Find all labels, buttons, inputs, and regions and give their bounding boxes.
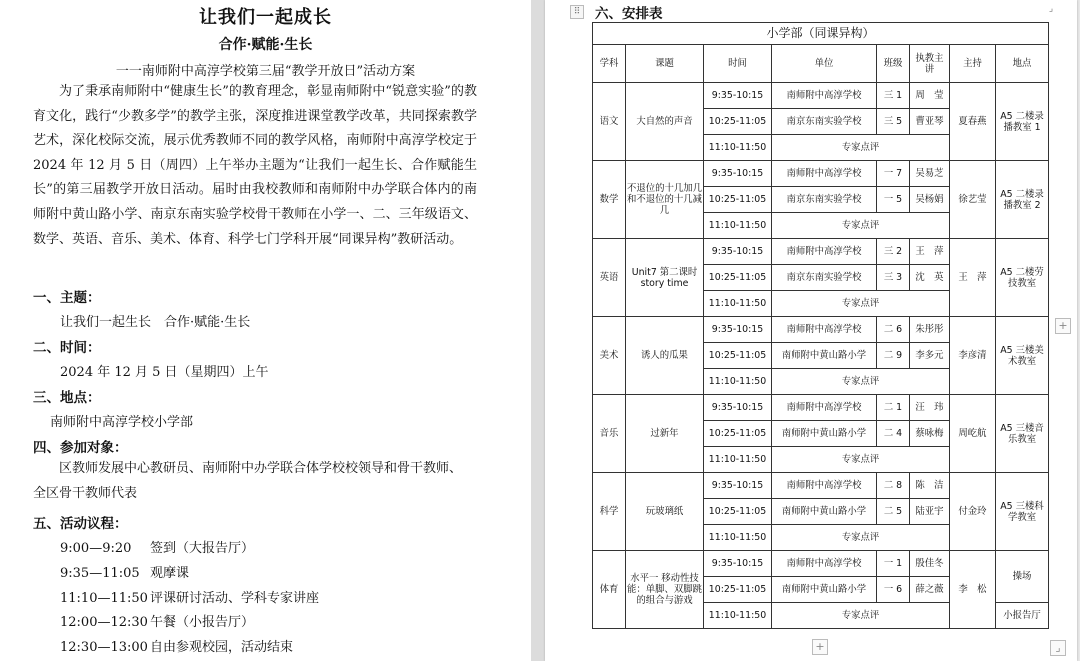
host-cell: 周屹航 <box>950 395 996 473</box>
table-handle-icon[interactable]: ⠿ <box>570 5 584 19</box>
left-page <box>0 0 531 661</box>
agenda-item <box>60 537 254 556</box>
table-row <box>593 395 1049 421</box>
section-location-body: 南师附中高淳学校小学部 <box>50 415 194 430</box>
section-theme-body: 让我们一起生长 合作·赋能·生长 <box>60 315 251 330</box>
class-cell: 一 6 <box>877 577 910 603</box>
agenda-item <box>60 636 293 655</box>
section-participants-body: 区教师发展中心教研员、南师附中办学联合体学校校领导和骨干教师、全区骨干教师代表 <box>33 461 463 501</box>
class-cell: 三 1 <box>877 83 910 109</box>
section-time-body: 2024 年 12 月 5 日（星期四）上午 <box>60 365 269 380</box>
class-cell: 三 3 <box>877 265 910 291</box>
topic-cell: 诱人的瓜果 <box>626 317 704 395</box>
teacher-cell: 王 萍 <box>910 239 950 265</box>
expert-review-cell: 专家点评 <box>772 291 950 317</box>
location-cell: A5 三楼美术教室 <box>996 317 1049 395</box>
host-cell: 李彦清 <box>950 317 996 395</box>
subject-cell: 美术 <box>593 317 626 395</box>
time-cell: 10:25-11:05 <box>704 265 772 291</box>
schedule-table <box>592 22 1049 629</box>
unit-cell: 南师附中高淳学校 <box>772 317 877 343</box>
host-cell: 付金玲 <box>950 473 996 551</box>
location-cell: 操场 <box>996 551 1049 603</box>
subject-cell: 英语 <box>593 239 626 317</box>
time-cell: 9:35-10:15 <box>704 551 772 577</box>
time-cell: 9:35-10:15 <box>704 239 772 265</box>
agenda-time: 9:00—9:20 <box>60 541 132 556</box>
subject-cell: 语文 <box>593 83 626 161</box>
table-caption: 小学部（同课异构） <box>593 23 1049 45</box>
location-cell: A5 二楼劳技教室 <box>996 239 1049 317</box>
topic-cell: 大自然的声音 <box>626 83 704 161</box>
teacher-cell: 朱彤彤 <box>910 317 950 343</box>
teacher-cell: 曹亚琴 <box>910 109 950 135</box>
agenda-item <box>60 587 319 606</box>
time-cell: 9:35-10:15 <box>704 395 772 421</box>
expert-review-cell: 专家点评 <box>772 603 950 629</box>
class-cell: 二 8 <box>877 473 910 499</box>
time-cell: 10:25-11:05 <box>704 187 772 213</box>
document-title: 让我们一起成长 <box>199 7 332 28</box>
time-cell: 11:10-11:50 <box>704 135 772 161</box>
unit-cell: 南师附中黄山路小学 <box>772 577 877 603</box>
teacher-cell: 薛之薇 <box>910 577 950 603</box>
agenda-time: 11:10—11:50 <box>60 590 148 606</box>
agenda-activity: 观摩课 <box>150 565 190 581</box>
host-cell: 王 萍 <box>950 239 996 317</box>
time-cell: 9:35-10:15 <box>704 317 772 343</box>
agenda-item <box>60 611 254 630</box>
agenda-activity: 自由参观校园，活动结束 <box>150 640 294 656</box>
schedule-section-title: 六、安排表 <box>595 6 663 22</box>
section-participants-title: 四、参加对象： <box>33 440 128 456</box>
teacher-cell: 吴杨娟 <box>910 187 950 213</box>
expert-review-cell: 专家点评 <box>772 213 950 239</box>
subject-cell: 数学 <box>593 161 626 239</box>
document-subtitle: 合作·赋能·生长 <box>218 37 313 53</box>
table-row <box>593 473 1049 499</box>
time-cell: 11:10-11:50 <box>704 603 772 629</box>
unit-cell: 南师附中高淳学校 <box>772 551 877 577</box>
host-cell: 徐艺莹 <box>950 161 996 239</box>
time-cell: 11:10-11:50 <box>704 369 772 395</box>
time-cell: 9:35-10:15 <box>704 161 772 187</box>
unit-cell: 南师附中黄山路小学 <box>772 499 877 525</box>
time-cell: 11:10-11:50 <box>704 447 772 473</box>
time-cell: 9:35-10:15 <box>704 473 772 499</box>
table-row <box>593 83 1049 109</box>
unit-cell: 南师附中高淳学校 <box>772 161 877 187</box>
teacher-cell: 沈 英 <box>910 265 950 291</box>
location-cell: A5 二楼录播教室 2 <box>996 161 1049 239</box>
page-gutter <box>531 0 545 661</box>
location-cell: A5 三楼科学教室 <box>996 473 1049 551</box>
teacher-cell: 汪 玮 <box>910 395 950 421</box>
unit-cell: 南京东南实验学校 <box>772 265 877 291</box>
column-header: 班级 <box>877 45 910 83</box>
unit-cell: 南京东南实验学校 <box>772 187 877 213</box>
expert-review-cell: 专家点评 <box>772 369 950 395</box>
host-cell: 李 松 <box>950 551 996 629</box>
unit-cell: 南师附中黄山路小学 <box>772 421 877 447</box>
time-cell: 9:35-10:15 <box>704 83 772 109</box>
expert-review-cell: 专家点评 <box>772 135 950 161</box>
subject-cell: 音乐 <box>593 395 626 473</box>
agenda-time: 12:00—12:30 <box>60 615 148 631</box>
teacher-cell: 殷佳冬 <box>910 551 950 577</box>
column-header: 学科 <box>593 45 626 83</box>
page-corner-icon: ⌟ <box>1048 4 1054 14</box>
subject-cell: 科学 <box>593 473 626 551</box>
expert-review-cell: 专家点评 <box>772 525 950 551</box>
topic-cell: Unit7 第二课时 story time <box>626 239 704 317</box>
time-cell: 10:25-11:05 <box>704 577 772 603</box>
unit-cell: 南师附中黄山路小学 <box>772 343 877 369</box>
unit-cell: 南师附中高淳学校 <box>772 395 877 421</box>
expert-review-cell: 专家点评 <box>772 447 950 473</box>
host-cell: 夏春燕 <box>950 83 996 161</box>
agenda-time: 12:30—13:00 <box>60 640 148 656</box>
time-cell: 10:25-11:05 <box>704 421 772 447</box>
agenda-item <box>60 562 189 581</box>
table-row <box>593 317 1049 343</box>
location-cell: 小报告厅 <box>996 603 1049 629</box>
unit-cell: 南京东南实验学校 <box>772 109 877 135</box>
teacher-cell: 吴易芝 <box>910 161 950 187</box>
location-cell: A5 三楼音乐教室 <box>996 395 1049 473</box>
scheme-title: 一一南师附中高淳学校第三届“教学开放日”活动方案 <box>115 64 416 79</box>
topic-cell: 玩玻璃纸 <box>626 473 704 551</box>
teacher-cell: 李多元 <box>910 343 950 369</box>
section-time-title: 二、时间： <box>33 340 101 356</box>
column-header: 时间 <box>704 45 772 83</box>
table-row <box>593 239 1049 265</box>
class-cell: 二 9 <box>877 343 910 369</box>
table-caption-row <box>593 23 1049 45</box>
time-cell: 11:10-11:50 <box>704 213 772 239</box>
time-cell: 10:25-11:05 <box>704 499 772 525</box>
time-cell: 11:10-11:50 <box>704 525 772 551</box>
topic-cell: 过新年 <box>626 395 704 473</box>
agenda-activity: 午餐（小报告厅） <box>150 615 255 631</box>
column-header: 执教主讲 <box>910 45 950 83</box>
teacher-cell: 陆亚宇 <box>910 499 950 525</box>
section-theme-title: 一、主题： <box>33 290 101 306</box>
class-cell: 二 5 <box>877 499 910 525</box>
resize-corner-icon[interactable]: ⌟ <box>1050 640 1066 656</box>
teacher-cell: 陈 洁 <box>910 473 950 499</box>
subject-cell: 体育 <box>593 551 626 629</box>
unit-cell: 南师附中高淳学校 <box>772 239 877 265</box>
topic-cell: 水平一 移动性技能：单脚、双脚跳的组合与游戏 <box>626 551 704 629</box>
intro-paragraph: 为了秉承南师附中“健康生长”的教育理念，彰显南师附中“锐意实验”的教育文化，践行“少教多学”的教学主张，深度推进课堂教学改革，共同探索教学艺术，深化校际交流，展示优秀教师不同的教学风格，南师附中高淳学校定于 2024 年 12 月 5 日（周四）上午举办主题为“让我们一起生长、合作赋能生长”的第三届教学开放日活动。届时由我校教师和南师附中办学联合体内的南师附中黄山路小学、南京东南实验学校骨干教师在小学一、二、三年级语文、数学、英语、音乐、美术、体育、科学七门学科开展“同课异构”教研活动。 <box>33 84 477 247</box>
teacher-cell: 周 莹 <box>910 83 950 109</box>
section-location-title: 三、地点： <box>33 390 101 406</box>
class-cell: 一 1 <box>877 551 910 577</box>
add-column-plus-icon[interactable]: + <box>1055 318 1071 334</box>
topic-cell: 不退位的十几加几和不退位的十几减几 <box>626 161 704 239</box>
time-cell: 10:25-11:05 <box>704 109 772 135</box>
location-cell: A5 二楼录播教室 1 <box>996 83 1049 161</box>
class-cell: 三 5 <box>877 109 910 135</box>
column-header: 主持 <box>950 45 996 83</box>
add-row-plus-icon[interactable]: + <box>812 639 828 655</box>
table-header-row <box>593 45 1049 83</box>
unit-cell: 南师附中高淳学校 <box>772 473 877 499</box>
agenda-time: 9:35—11:05 <box>60 565 140 581</box>
class-cell: 一 5 <box>877 187 910 213</box>
time-cell: 10:25-11:05 <box>704 343 772 369</box>
table-row <box>593 551 1049 577</box>
column-header: 课题 <box>626 45 704 83</box>
class-cell: 三 2 <box>877 239 910 265</box>
time-cell: 11:10-11:50 <box>704 291 772 317</box>
class-cell: 二 6 <box>877 317 910 343</box>
agenda-activity: 签到（大报告厅） <box>150 541 255 556</box>
unit-cell: 南师附中高淳学校 <box>772 83 877 109</box>
teacher-cell: 蔡咏梅 <box>910 421 950 447</box>
agenda-activity: 评课研讨活动、学科专家讲座 <box>150 590 320 606</box>
class-cell: 一 7 <box>877 161 910 187</box>
class-cell: 二 1 <box>877 395 910 421</box>
column-header: 单位 <box>772 45 877 83</box>
column-header: 地点 <box>996 45 1049 83</box>
table-row <box>593 161 1049 187</box>
section-agenda-title: 五、活动议程： <box>33 516 128 532</box>
class-cell: 二 4 <box>877 421 910 447</box>
